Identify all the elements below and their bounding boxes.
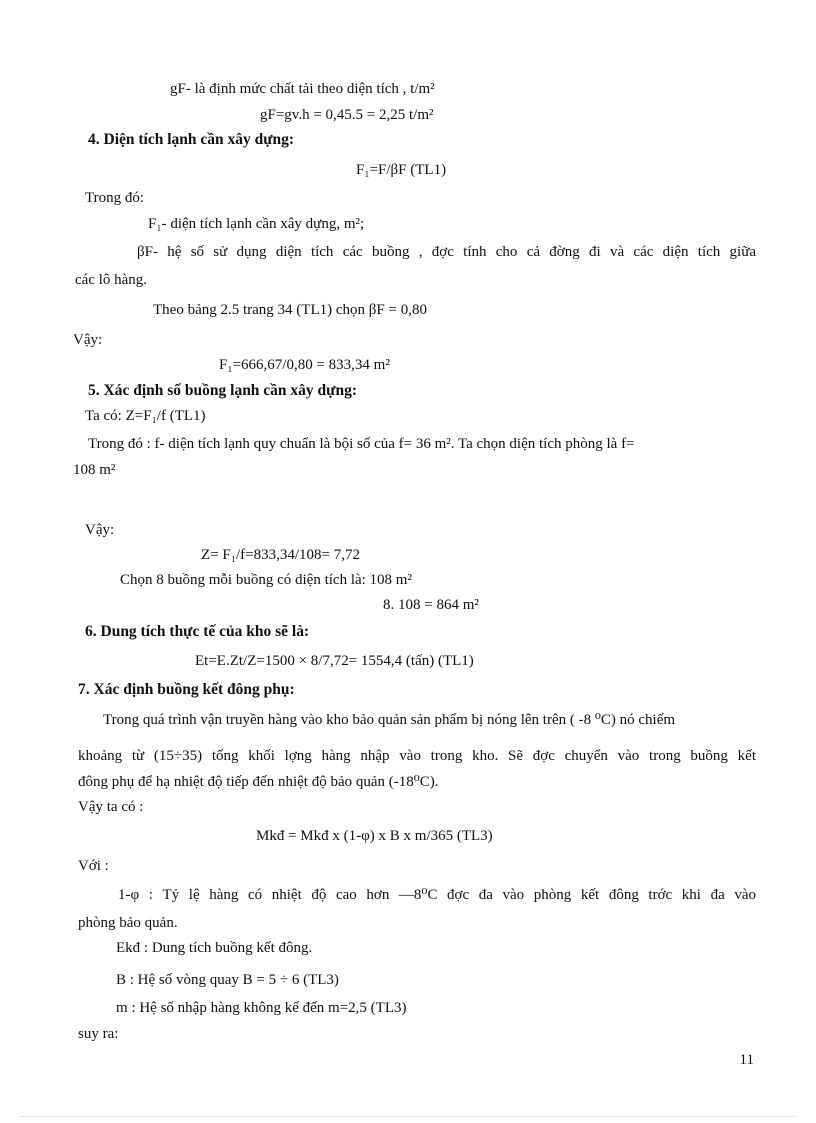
- text-line: F₁- diện tích lạnh cần xây dựng, m²;: [148, 216, 365, 232]
- formula-line: Mkđ = Mkđ x (1-φ) x B x m/365 (TL3): [256, 828, 493, 844]
- text-line: 108 m²: [73, 462, 116, 478]
- formula-line: 8. 108 = 864 m²: [383, 597, 479, 613]
- text-line: Ekđ : Dung tích buồng kết đông.: [116, 940, 313, 956]
- page-footer-divider: [20, 1116, 796, 1117]
- formula-line: Et=E.Zt/Z=1500 × 8/7,72= 1554,4 (tấn) (TL1): [195, 653, 474, 669]
- text-line: Vậy:: [73, 332, 103, 348]
- section-heading: 5. Xác định số buồng lạnh cần xây dựng:: [88, 382, 358, 399]
- formula-line: F₁=666,67/0,80 = 833,34 m²: [219, 357, 390, 373]
- text-line: Trong đó : f- diện tích lạnh quy chuẩn là bội số của f= 36 m². Ta chọn diện tích phòng là f=: [88, 436, 635, 452]
- text-line: Trong đó:: [85, 190, 145, 206]
- page-number: 11: [739, 1052, 754, 1068]
- text-line: Ta có: Z=F₁/f (TL1): [85, 408, 206, 424]
- text-line: m : Hệ số nhập hàng không kể đến m=2,5 (TL3): [116, 1000, 407, 1016]
- text-line: Trong quá trình vận truyền hàng vào kho bảo quản sản phẩm bị nóng lên trên ( -8 ⁰C) nó chiếm: [103, 712, 676, 728]
- text-line: Vậy ta có :: [78, 799, 144, 815]
- text-line: đông phụ để hạ nhiệt độ tiếp đến nhiệt độ bảo quản (-18⁰C).: [78, 774, 439, 790]
- text-line: Với :: [78, 858, 109, 874]
- text-line: Theo bảng 2.5 trang 34 (TL1) chọn βF = 0,80: [153, 302, 427, 318]
- section-heading: 4. Diện tích lạnh cần xây dựng:: [88, 131, 295, 148]
- text-line: Vậy:: [85, 522, 115, 538]
- text-line: suy ra:: [78, 1026, 119, 1042]
- section-heading: 6. Dung tích thực tế của kho sẽ là:: [85, 623, 310, 640]
- text-line: Chọn 8 buồng mỗi buồng có diện tích là: 108 m²: [120, 572, 412, 588]
- formula-line: gF=gv.h = 0,45.5 = 2,25 t/m²: [260, 107, 434, 123]
- text-line: βF- hệ số sử dụng diện tích các buồng , đợc tính cho cả đờng đi và các diện tích giữa: [137, 244, 756, 260]
- text-line: các lô hàng.: [75, 272, 148, 288]
- text-line: B : Hệ số vòng quay B = 5 ÷ 6 (TL3): [116, 972, 339, 988]
- text-line: gF- là định mức chất tải theo diện tích , t/m²: [170, 81, 435, 97]
- text-line: khoảng từ (15÷35) tổng khối lợng hàng nhập vào trong kho. Sẽ đợc chuyển vào trong buồng kết: [78, 748, 756, 764]
- text-line: 1-φ : Tỷ lệ hàng có nhiệt độ cao hơn —8⁰C đợc đa vào phòng kết đông trớc khi đa vào: [118, 887, 756, 903]
- text-line: phòng bảo quản.: [78, 915, 178, 931]
- section-heading: 7. Xác định buồng kết đông phụ:: [78, 681, 295, 698]
- formula-line: Z= F₁/f=833,34/108= 7,72: [201, 547, 360, 563]
- formula-line: F₁=F/βF (TL1): [356, 162, 447, 178]
